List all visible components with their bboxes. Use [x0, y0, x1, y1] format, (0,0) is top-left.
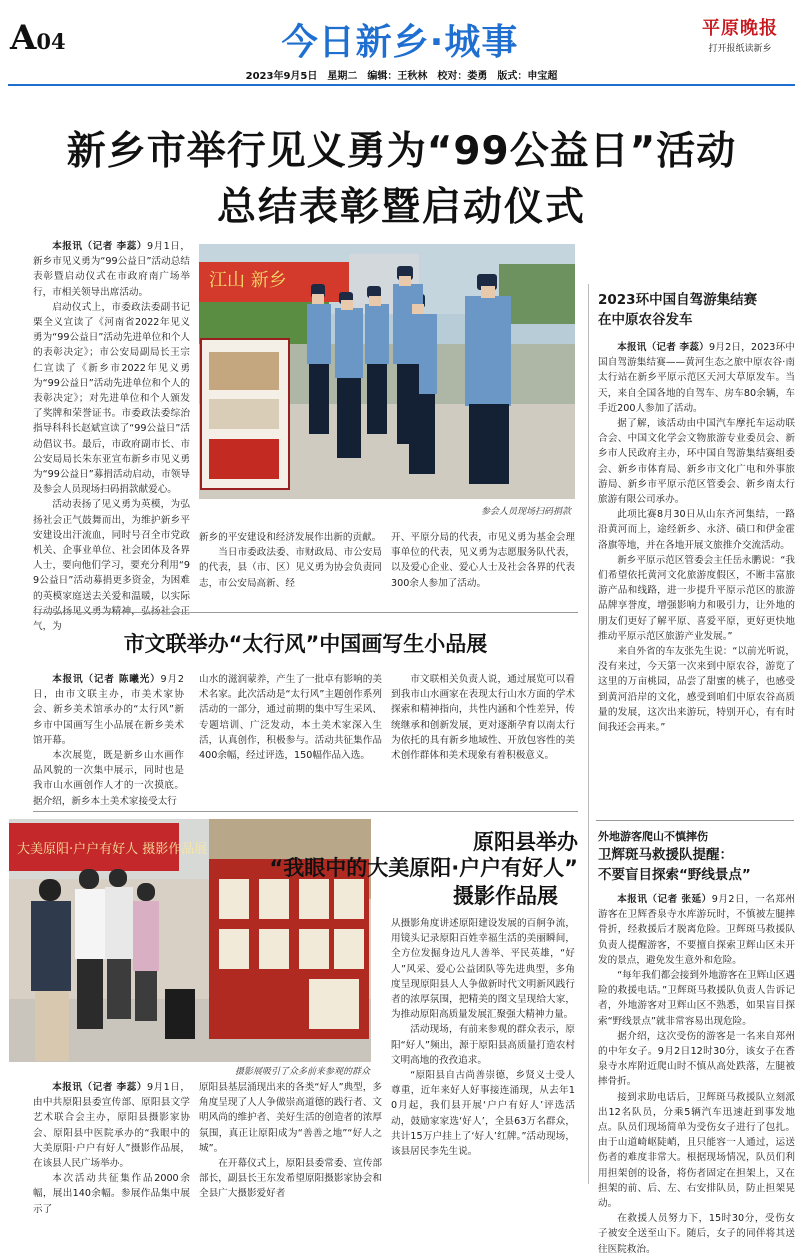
logo-slogan: 打开报纸读新乡 — [708, 44, 772, 54]
rescue-lead: 本报讯（记者 张延） — [617, 894, 712, 905]
rally-headline-line1: 2023环中国自驾游集结赛 — [598, 292, 758, 308]
page-number — [10, 18, 66, 58]
yuanyang-col3 — [391, 916, 575, 1159]
art-p2: 本次展览，既是新乡山水画作品风貌的一次集中展示，同时也是我市山水画创作人才的一次摸底。据介绍，新乡本土美术家接受太行 — [33, 750, 184, 807]
art-col2 — [199, 672, 382, 763]
rescue-p5: 在救援人员努力下，15时30分，受伤女子被安全送至山下。随后，女子的同伴将其送往医院救治。 — [598, 1213, 795, 1255]
art-p4: 市文联相关负责人说，通过展览可以看到我市山水画家在表现太行山水方面的学术探索和精神指向，共性内涵和个性差异，传统继承和创新发展，更对逐渐孕育以南太行为依托的具有新乡地域性、开放包容性的美术创作群体和美术现象有着积极意义。 — [391, 674, 575, 762]
yuanyang-p6: “原阳县自古尚善崇德，乡贤义士受人尊重，近年来好人好事接连涌现，从去年10月起，我们县开展‘户户有好人’评选活动，鼓励家家选‘好人’，全县63万名群众，共计15万户挂上了‘好人’红牌。”活动现场，该县居民李先生说。 — [391, 1070, 575, 1158]
main-story-col2-text: 新乡的平安建设和经济发展作出新的贡献。 — [199, 532, 382, 543]
rescue-p3: 据介绍，这次受伤的游客是一名来自郑州的中年女子。9月2日12时30分，该女子在香泉寺水库附近爬山时不慎从高处跌落，左腿被摔骨折。 — [598, 1030, 795, 1088]
art-col3 — [391, 672, 575, 763]
divider — [33, 811, 578, 812]
rally-headline-line2: 在中原农谷发车 — [598, 312, 693, 328]
yuanyang-p1: 9月1日，由中共原阳县委宣传部、原阳县文学艺术联合会主办，原阳县摄影家协会、原阳县中医院承办的“我眼中的大美原阳·户户有好人”摄影作品展，在该县人民广场举办。 — [33, 1082, 190, 1170]
rally-p2: 据了解，该活动由中国汽车摩托车运动联合会、中国文化学会文物旅游专业委员会、新乡市人民政府主办，环中国自驾游集结赛组委会、新乡市体育局、新乡市文化广电和外事旅游局、新乡市平原示范区管委会、新乡南太行旅游有限公司承办。 — [598, 418, 795, 506]
police-scan-photo — [199, 244, 575, 499]
yuanyang-headline-line2: “我眼中的大美原阳·户户有好人” — [269, 856, 578, 880]
rescue-headline-line1: 卫辉斑马救援队提醒： — [598, 847, 733, 863]
rally-p1: 9月2日，2023环中国自驾游集结赛——黄河生态之旅中原农谷·南太行站在新乡平原示范区天河大草原发车。当天，来自全国各地的自驾车、房车80余辆，车手近200人参加了活动。 — [598, 342, 795, 414]
yuanyang-p4: 从摄影角度讲述原阳建设发展的百舸争流，用镜头记录原阳百姓幸福生活的美丽瞬间，全方位发掘身边凡人善举、平民英雄，“好人”风采、爱心公益团队等先进典型，多角度呈现原阳县人人争做新时代文明新风践行者的浓厚氛围，把精美的图文呈现给大家，为推动原阳高质量发展汇聚强大精神力量。 — [391, 918, 575, 1021]
rally-lead: 本报讯（记者 李蕊） — [617, 342, 709, 353]
yuanyang-photo-caption: 摄影展吸引了众多前来参观的群众 — [234, 1067, 370, 1077]
yuanyang-col2 — [199, 1080, 382, 1202]
art-lead: 本报讯（记者 陈曦光） — [52, 674, 161, 685]
exhibition-banner: 大美原阳·户户有好人 摄影作品展 — [17, 842, 208, 857]
main-story-col2-para: 当日市委政法委、市财政局、市公安局的代表，县（市、区）见义勇为协会负责同志，市公安局高新、经 — [199, 547, 382, 589]
yuanyang-headline-line3: 摄影作品展 — [453, 884, 558, 908]
section-title: 今日新乡·城事 — [281, 22, 519, 63]
rescue-body — [598, 892, 795, 1257]
main-photo — [199, 244, 575, 499]
main-story-lead: 本报讯（记者 李蕊） — [52, 241, 147, 252]
rally-p3: 此项比赛8月30日从山东齐河集结，一路沿黄河而上，途经新乡、永济、碛口和伊金霍洛旗等地，并在各地开展文旅推介交流活动。 — [598, 509, 795, 551]
main-story-col2 — [199, 530, 382, 591]
rally-body — [598, 340, 795, 735]
yuanyang-headline-line1: 原阳县举办 — [473, 830, 578, 854]
main-headline-line2: 总结表彰暨启动仪式 — [216, 185, 586, 230]
rally-headline — [598, 290, 793, 330]
rescue-headline-line2: 不要盲目探索“野线景点” — [598, 867, 751, 883]
main-story-p2: 启动仪式上，市委政法委副书记栗全义宣读了《河南省2022年见义勇为“99公益日”活动先进单位和个人的表彰决定》；市公安局副局长王宗仁宣读了《新乡市2022年见义勇为“99公益日”活动先进单位和个人的表彰决定》；对先进单位和个人颁发了奖牌和荣誉证书。市委政法委综治指导科科长赵斌宣读了“99公益日”活动倡议书。最后，市政府副市长、市公安局局长朱东亚宣布新乡市见义勇为“99公益日”募捐活动启动，市领导及参会人员现场扫码捐款献爱心。 — [33, 301, 190, 496]
yuanyang-p2: 本次活动共征集作品2000余幅，展出140余幅。参展作品集中展示了 — [33, 1173, 190, 1215]
newspaper-logo — [690, 14, 790, 54]
art-headline: 市文联举办“太行风”中国画写生小品展 — [123, 632, 488, 656]
rescue-kicker: 外地游客爬山不慎摔伤 — [598, 830, 708, 843]
main-story-col1 — [33, 239, 190, 634]
rescue-headline — [598, 829, 795, 885]
rally-p5: 来自外省的车友张先生说：“以前光听说，没有来过，今天第一次来到中原农谷，游览了这里的万亩桃园，品尝了甜蜜的桃子，也感受到黄河沿岸的文化，感受到咱们中原农谷高质量的发展，这次出来游玩，特别开心，有有时间我还会再来。” — [598, 646, 795, 734]
logo-text: 平原晚报 — [702, 18, 778, 39]
yuanyang-p5: 活动现场，有前来参观的群众表示，原阳“好人”频出，源于原阳县高质量打造农村文明高地的孜孜追求。 — [391, 1024, 575, 1066]
main-story-col3-text: 开、平原分局的代表，市见义勇为基金会理事单位的代表，见义勇为志愿服务队代表，以及爱心企业、爱心人士及社会各界的代表300余人参加了活动。 — [391, 532, 575, 589]
divider — [33, 612, 578, 613]
main-photo-caption: 参会人员现场扫码捐款 — [480, 507, 571, 517]
yuanyang-col1 — [33, 1080, 190, 1217]
page-digits: 04 — [36, 29, 66, 54]
main-story-p1: 9月1日，新乡市见义勇为“99公益日”活动总结表彰暨启动仪式在市政府南广场举行，市相关领导出席活动。 — [33, 241, 190, 298]
art-p3: 山水的滋润蒙养，产生了一批卓有影响的美术名家。此次活动是“太行风”主题创作系列活动的一部分，通过前期的集中写生采风、专题培训、广泛发动，本土美术家深入生活，认真创作，积极参与。活动共征集作品400余幅，经过评选，150幅作品入选。 — [199, 674, 382, 762]
masthead-rule — [8, 84, 795, 86]
yuanyang-p3b: 在开幕仪式上，原阳县委常委、宣传部部长，副县长王东发希望原阳摄影家协会和全县广大摄影爱好者 — [199, 1158, 382, 1200]
main-story-col3 — [391, 530, 575, 591]
dateline: 2023年9月5日 星期二 编辑：王秋林 校对：娄勇 版式：申宝超 — [245, 71, 558, 82]
column-rule — [588, 284, 589, 1184]
rescue-p4: 接到求助电话后，卫辉斑马救援队立刻派出12名队员，分乘5辆汽车迅速赶到事发地点。队员们现场简单为受伤女子进行了包扎。由于山道崎岖陡峭，且只能容一人通过，运送伤者的难度非常大。根据现场情况，队员们利用担架创的设备，将伤者固定在担架上，又在担架的前、后、左、右安排队员，防止担架晃动。 — [598, 1091, 795, 1210]
main-headline-line1: 新乡市举行见义勇为“99公益日”活动 — [66, 129, 737, 174]
art-p1: 9月2日，由市文联主办，市美术家协会、新乡美术馆承办的“太行风”新乡市中国画写生小品展在新乡美术馆开幕。 — [33, 674, 184, 746]
main-story-p3: 活动表扬了见义勇为英模，为弘扬社会正气鼓舞而出，为维护新乡平安建设出汗流血，同时号召全市党政机关、企事业单位、社会团体及各界人士，要向他们学习，要充分利用“99公益日”活动募捐更多资金，为困难的英模家庭送去关爱和温暖，以实际 气，为 — [33, 499, 190, 633]
rescue-p1: 9月2日，一名郑州游客在卫辉香泉寺水库游玩时，不慎被左腿摔骨折，经救援后才脱离危险。卫辉斑马救援队负责人提醒游客，不要擅自探索卫辉山区未开发的景点，避免发生意外和危险。 — [598, 894, 795, 966]
art-col1 — [33, 672, 184, 809]
divider — [596, 820, 794, 821]
page-letter: A — [10, 18, 37, 58]
rescue-p2: “每年我们都会接到外地游客在卫辉山区遇险的救援电话。”卫辉斑马救援队负责人告诉记者，外地游客对卫辉山区不熟悉，如果盲目探索“野线景点”就非常容易出现危险。 — [598, 970, 795, 1027]
photo-banner-text: 江山 新乡 — [209, 270, 287, 291]
yuanyang-lead: 本报讯（记者 李蕊） — [52, 1082, 147, 1093]
yuanyang-p3: 原阳县基层涌现出来的各类“好人”典型，多角度呈现了人人争做崇高道德的践行者、文明风尚的维护者、美好生活的创造者的浓厚氛围，真正让原阳成为“善善之地”“好人之城”。 — [199, 1082, 382, 1154]
rally-p4: 新乡平原示范区管委会主任岳永鹏说：“我们希望依托黄河文化旅游度假区，不断丰富旅游产品和线路，进一步提升平原示范区的旅游品牌享誉度，增强影响力和吸引力，让外地的朋友们更好了解平原、喜爱平原，更好更快地推动平原示范区旅游产业发展。” — [598, 554, 795, 642]
